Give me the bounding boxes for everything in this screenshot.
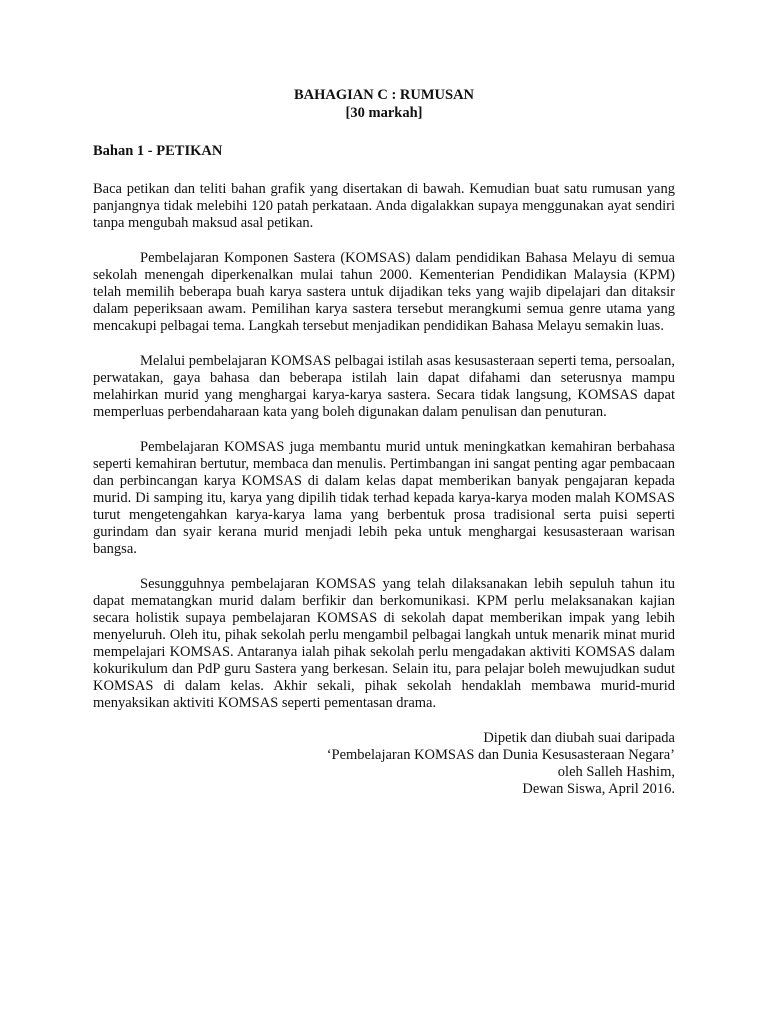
- document-page: [93, 86, 675, 798]
- passage-paragraph-3: Pembelajaran KOMSAS juga membantu murid untuk meningkatkan kemahiran berbahasa seperti kemahiran bertutur, membaca dan menulis. Pertimbangan ini sangat penting agar pembacaan dan perbincangan karya KOMSAS di dalam kelas dapat memberikan banyak pengajaran kepada murid. Di samping itu, karya yang dipilih tidak terhad kepada karya-karya moden malah KOMSAS turut mengetengahkan karya-karya lama yang berbentuk prosa tradisional serta puisi seperti gurindam dan syair kerana murid menjadi lebih peka untuk menghargai kesusasteraan warisan bangsa.: [93, 439, 675, 557]
- section-marks: [30 markah]: [345, 105, 423, 121]
- source-line-1: Dipetik dan diubah suai daripada: [483, 730, 675, 746]
- instructions-text: Baca petikan dan teliti bahan grafik yang disertakan di bawah. Kemudian buat satu rumusan yang panjangnya tidak melebihi 120 patah perkataan. Anda digalakkan supaya menggunakan ayat sendiri tanpa mengubah maksud asal petikan.: [93, 181, 675, 231]
- source-line-4: Dewan Siswa, April 2016.: [522, 781, 675, 797]
- section-title: BAHAGIAN C : RUMUSAN: [293, 87, 475, 103]
- source-line-3: oleh Salleh Hashim,: [557, 764, 675, 780]
- source-line-2: ‘Pembelajaran KOMSAS dan Dunia Kesusasteraan Negara’: [326, 747, 675, 763]
- passage-paragraph-4: Sesungguhnya pembelajaran KOMSAS yang telah dilaksanakan lebih sepuluh tahun itu dapat mematangkan murid dalam berfikir dan berkomunikasi. KPM perlu melaksanakan kajian secara holistik supaya pembelajaran KOMSAS di sekolah dapat memberikan impak yang lebih menyeluruh. Oleh itu, pihak sekolah perlu mengambil pelbagai langkah untuk menarik minat murid mempelajari KOMSAS. Antaranya ialah pihak sekolah perlu mengadakan aktiviti KOMSAS dalam kokurikulum dan PdP guru Sastera yang berkesan. Selain itu, para pelajar boleh mewujudkan sudut KOMSAS di dalam kelas. Akhir sekali, pihak sekolah hendaklah membawa murid-murid menyaksikan aktiviti KOMSAS seperti pementasan drama.: [93, 576, 675, 711]
- material-label: Bahan 1 - PETIKAN: [93, 143, 223, 159]
- passage-paragraph-2: Melalui pembelajaran KOMSAS pelbagai istilah asas kesusasteraan seperti tema, persoalan, perwatakan, gaya bahasa dan beberapa istilah lain dapat difahami dan seterusnya mampu melahirkan murid yang menghargai karya-karya sastera. Secara tidak langsung, KOMSAS dapat memperluas perbendaharaan kata yang boleh digunakan dalam penulisan dan penuturan.: [93, 353, 675, 420]
- source-citation: [93, 730, 675, 798]
- passage-paragraph-1: Pembelajaran Komponen Sastera (KOMSAS) dalam pendidikan Bahasa Melayu di semua sekolah menengah diperkenalkan mulai tahun 2000. Kementerian Pendidikan Malaysia (KPM) telah memilih beberapa buah karya sastera untuk dijadikan teks yang wajib dipelajari dan ditaksir dalam peperiksaan awam. Pemilihan karya sastera tersebut merangkumi semua genre utama yang mencakupi pelbagai tema. Langkah tersebut menjadikan pendidikan Bahasa Melayu semakin luas.: [93, 250, 675, 334]
